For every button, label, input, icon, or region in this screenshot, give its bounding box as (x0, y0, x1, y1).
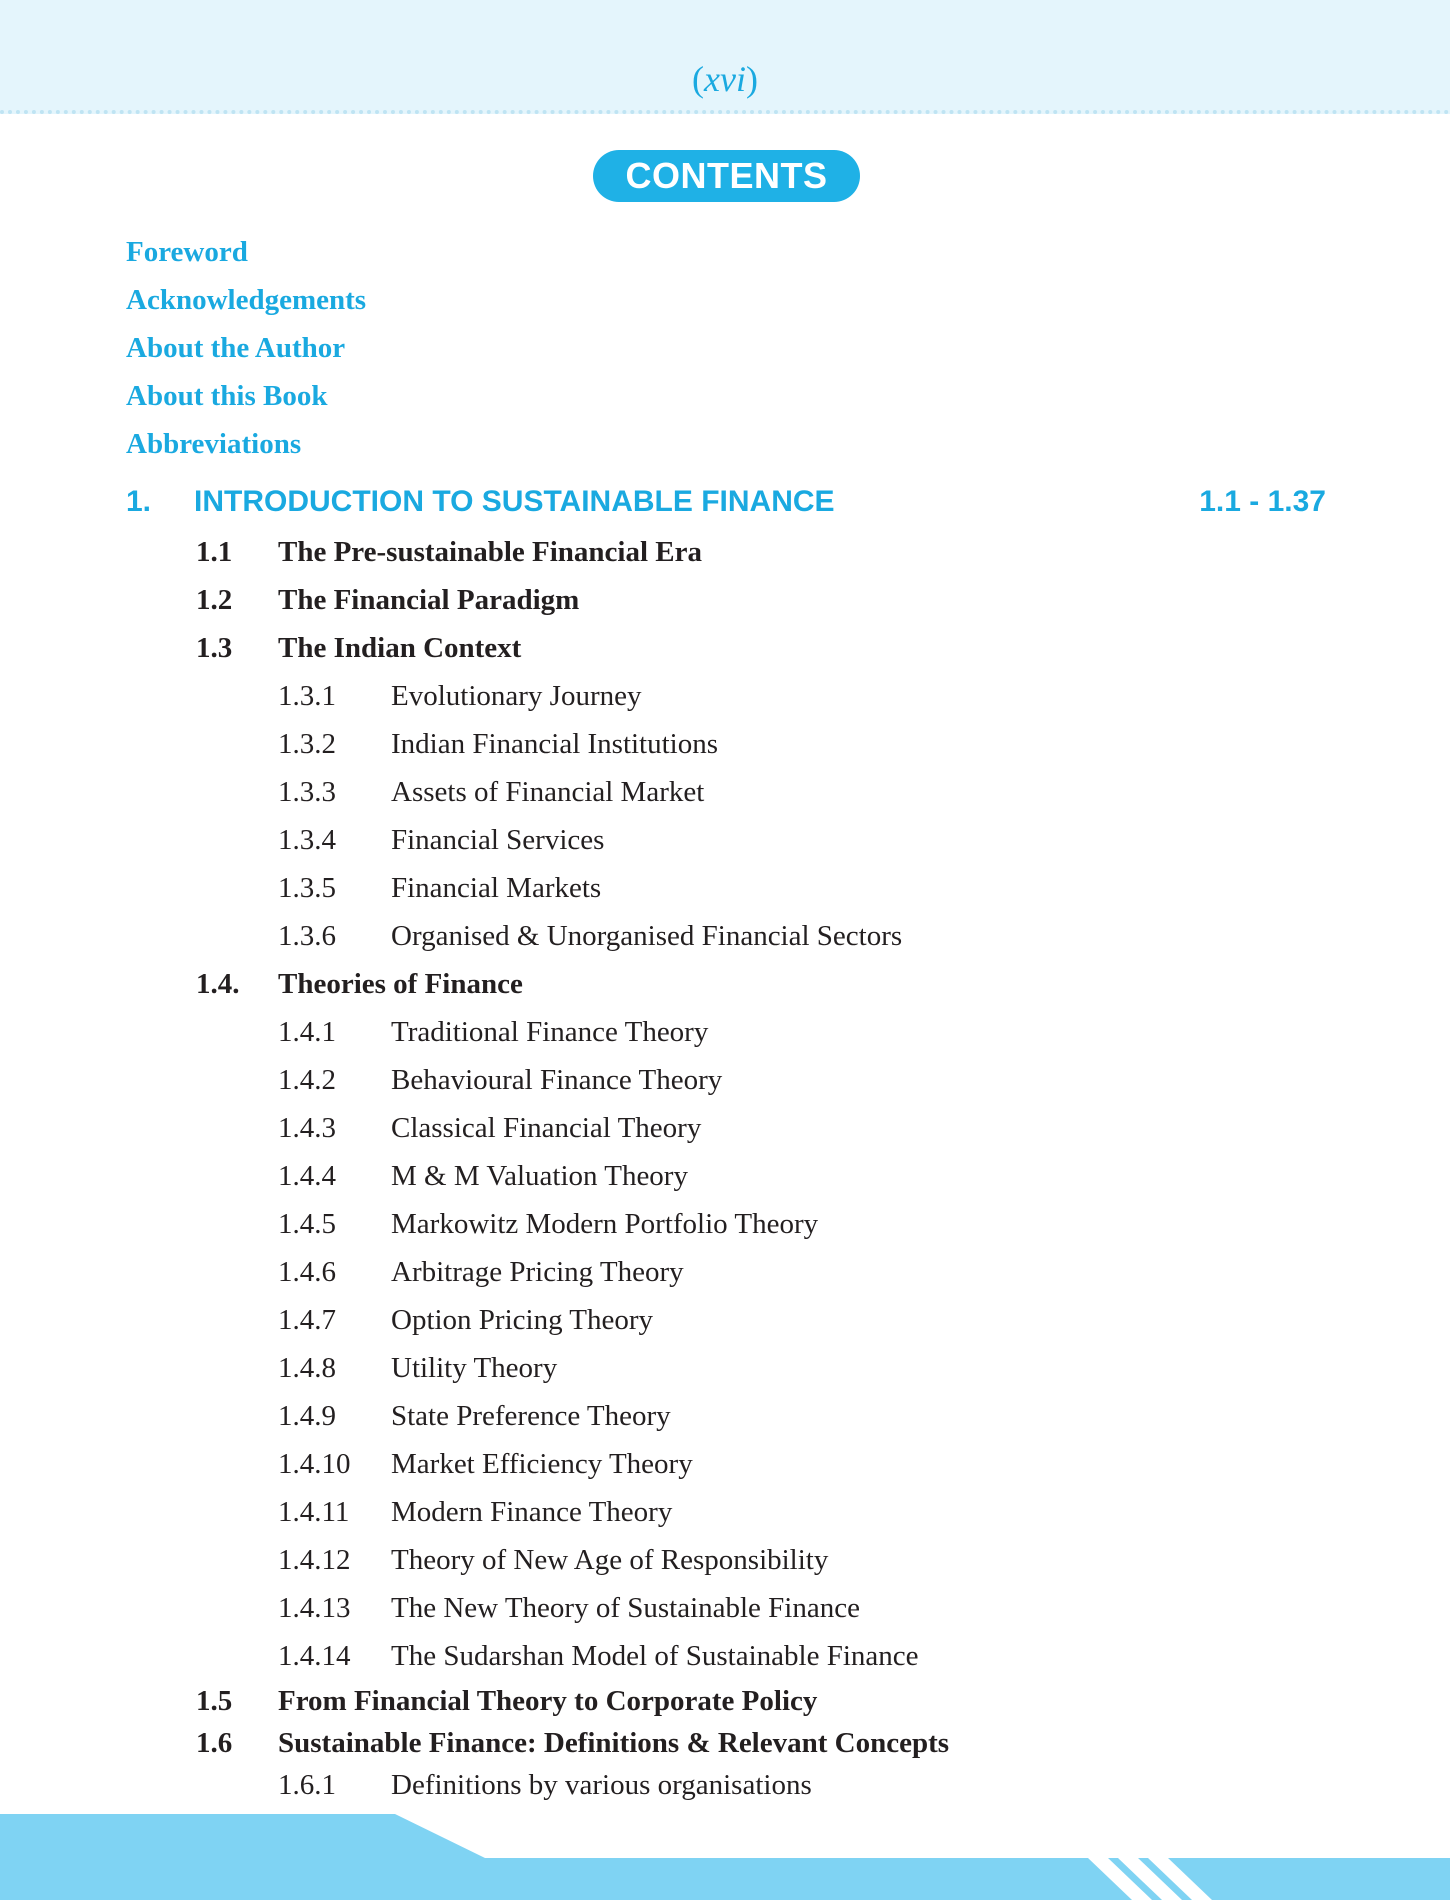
toc-entry-title: Arbitrage Pricing Theory (391, 1256, 684, 1288)
toc-entry-number: 1.6.1 (278, 1769, 336, 1801)
toc-entry-title: Traditional Finance Theory (391, 1016, 709, 1048)
toc-subsection-row[interactable] (0, 720, 1450, 768)
toc-entry-number: 1.4.5 (278, 1208, 336, 1240)
front-matter-about-author[interactable]: About the Author (126, 332, 346, 364)
toc-subsection-row[interactable] (0, 1296, 1450, 1344)
toc-entry-title: Evolutionary Journey (391, 680, 642, 712)
toc-entry-title: State Preference Theory (391, 1400, 671, 1432)
toc-subsection-row[interactable] (0, 672, 1450, 720)
toc-entry-number: 1.3.6 (278, 920, 336, 952)
toc-entry-number: 1.5 (196, 1685, 233, 1717)
toc-entry-number: 1.2 (196, 584, 233, 616)
toc-subsection-row[interactable] (0, 1056, 1450, 1104)
toc-entry-number: 1.4.10 (278, 1448, 351, 1480)
toc-entry-title: The Financial Paradigm (278, 584, 580, 616)
toc-entry-title: Indian Financial Institutions (391, 728, 719, 760)
footer-band (0, 1814, 1450, 1900)
toc-subsection-row[interactable] (0, 1392, 1450, 1440)
toc-entry-number: 1.4.9 (278, 1400, 336, 1432)
toc-entry-number: 1.4.7 (278, 1304, 336, 1336)
toc-entry-title: Behavioural Finance Theory (391, 1064, 723, 1096)
toc-entry-number: 1.4.14 (278, 1640, 351, 1672)
toc-entry-number: 1.1 (196, 536, 233, 568)
chapter-heading[interactable] (126, 478, 1326, 526)
toc-subsection-row[interactable] (0, 1440, 1450, 1488)
toc-subsection-row[interactable] (0, 768, 1450, 816)
toc-entry-number: 1.4.13 (278, 1592, 351, 1624)
toc-entry-title: The Sudarshan Model of Sustainable Finance (391, 1640, 919, 1672)
toc-subsection-row[interactable] (0, 1632, 1450, 1680)
toc-entry-number: 1.3.4 (278, 824, 336, 856)
toc-entry-title: Classical Financial Theory (391, 1112, 702, 1144)
toc-section-row[interactable] (0, 1722, 1450, 1764)
toc-subsection-row[interactable] (0, 1536, 1450, 1584)
toc-entry-title: Utility Theory (391, 1352, 558, 1384)
toc-section-row[interactable] (0, 1680, 1450, 1722)
toc-subsection-row[interactable] (0, 1584, 1450, 1632)
toc-subsection-row[interactable] (0, 864, 1450, 912)
toc-entry-number: 1.6 (196, 1727, 233, 1759)
toc-entry-title: Organised & Unorganised Financial Sectors (391, 920, 903, 952)
toc-entry-title: The Pre-sustainable Financial Era (278, 536, 703, 568)
toc-entry-title: Financial Services (391, 824, 605, 856)
toc-entry-number: 1.3.3 (278, 776, 336, 808)
toc-subsection-row[interactable] (0, 912, 1450, 960)
toc-entry-number: 1.4.8 (278, 1352, 336, 1384)
toc-entry-number: 1.4. (196, 968, 240, 1000)
front-matter-list (126, 228, 366, 468)
toc-entry-title: Market Efficiency Theory (391, 1448, 693, 1480)
toc-entry-title: Definitions by various organisations (391, 1769, 812, 1801)
toc-subsection-row[interactable] (0, 1488, 1450, 1536)
toc-entry-title: Option Pricing Theory (391, 1304, 654, 1336)
chapter-number: 1. (126, 485, 152, 518)
toc-subsection-row[interactable] (0, 1104, 1450, 1152)
toc-section-row[interactable] (0, 960, 1450, 1008)
toc-entry-number: 1.3 (196, 632, 233, 664)
toc-entry-number: 1.4.1 (278, 1016, 336, 1048)
toc-entry-title: Theory of New Age of Responsibility (391, 1544, 829, 1576)
toc-entry-number: 1.3.2 (278, 728, 336, 760)
toc-subsection-row[interactable] (0, 1248, 1450, 1296)
toc-subsection-row[interactable] (0, 1344, 1450, 1392)
toc-entry-title: The Indian Context (278, 632, 522, 664)
toc-entry-title: Markowitz Modern Portfolio Theory (391, 1208, 819, 1240)
toc-entry-number: 1.4.2 (278, 1064, 336, 1096)
toc-entry-title: Theories of Finance (278, 968, 523, 1000)
toc-entry-title: From Financial Theory to Corporate Policy (278, 1685, 818, 1717)
footer-band-shape (0, 1814, 1450, 1900)
toc-subsection-row[interactable] (0, 1008, 1450, 1056)
toc-section-row[interactable] (0, 576, 1450, 624)
toc-subsection-row[interactable] (0, 1764, 1450, 1806)
toc-subsection-row[interactable] (0, 816, 1450, 864)
toc-entry-title: Modern Finance Theory (391, 1496, 673, 1528)
chapter-page-range: 1.1 - 1.37 (1199, 485, 1326, 518)
toc-entry-number: 1.4.3 (278, 1112, 336, 1144)
toc-entry-number: 1.4.4 (278, 1160, 336, 1192)
front-matter-foreword[interactable]: Foreword (126, 236, 248, 268)
toc-entry-number: 1.3.5 (278, 872, 336, 904)
front-matter-abbreviations[interactable]: Abbreviations (126, 428, 302, 460)
toc-entry-number: 1.4.11 (278, 1496, 350, 1528)
toc-entry-number: 1.4.6 (278, 1256, 336, 1288)
toc-entry-title: M & M Valuation Theory (391, 1160, 688, 1192)
toc-entry-title: The New Theory of Sustainable Finance (391, 1592, 860, 1624)
page-number: (xvi) (692, 59, 758, 99)
toc-entry-number: 1.3.1 (278, 680, 336, 712)
toc-entry-title: Financial Markets (391, 872, 602, 904)
toc-section-row[interactable] (0, 528, 1450, 576)
toc-entry-title: Sustainable Finance: Definitions & Relevant Concepts (278, 1727, 950, 1759)
toc-subsection-row[interactable] (0, 1200, 1450, 1248)
toc-entry-title: Assets of Financial Market (391, 776, 705, 808)
front-matter-about-book[interactable]: About this Book (126, 380, 328, 412)
toc-section-row[interactable] (0, 624, 1450, 672)
chapter-title: INTRODUCTION TO SUSTAINABLE FINANCE (194, 485, 835, 518)
contents-heading: CONTENTS (593, 150, 860, 202)
toc-entry-number: 1.4.12 (278, 1544, 351, 1576)
front-matter-acknowledgements[interactable]: Acknowledgements (126, 284, 367, 316)
toc-entries (0, 528, 1450, 1806)
toc-subsection-row[interactable] (0, 1152, 1450, 1200)
